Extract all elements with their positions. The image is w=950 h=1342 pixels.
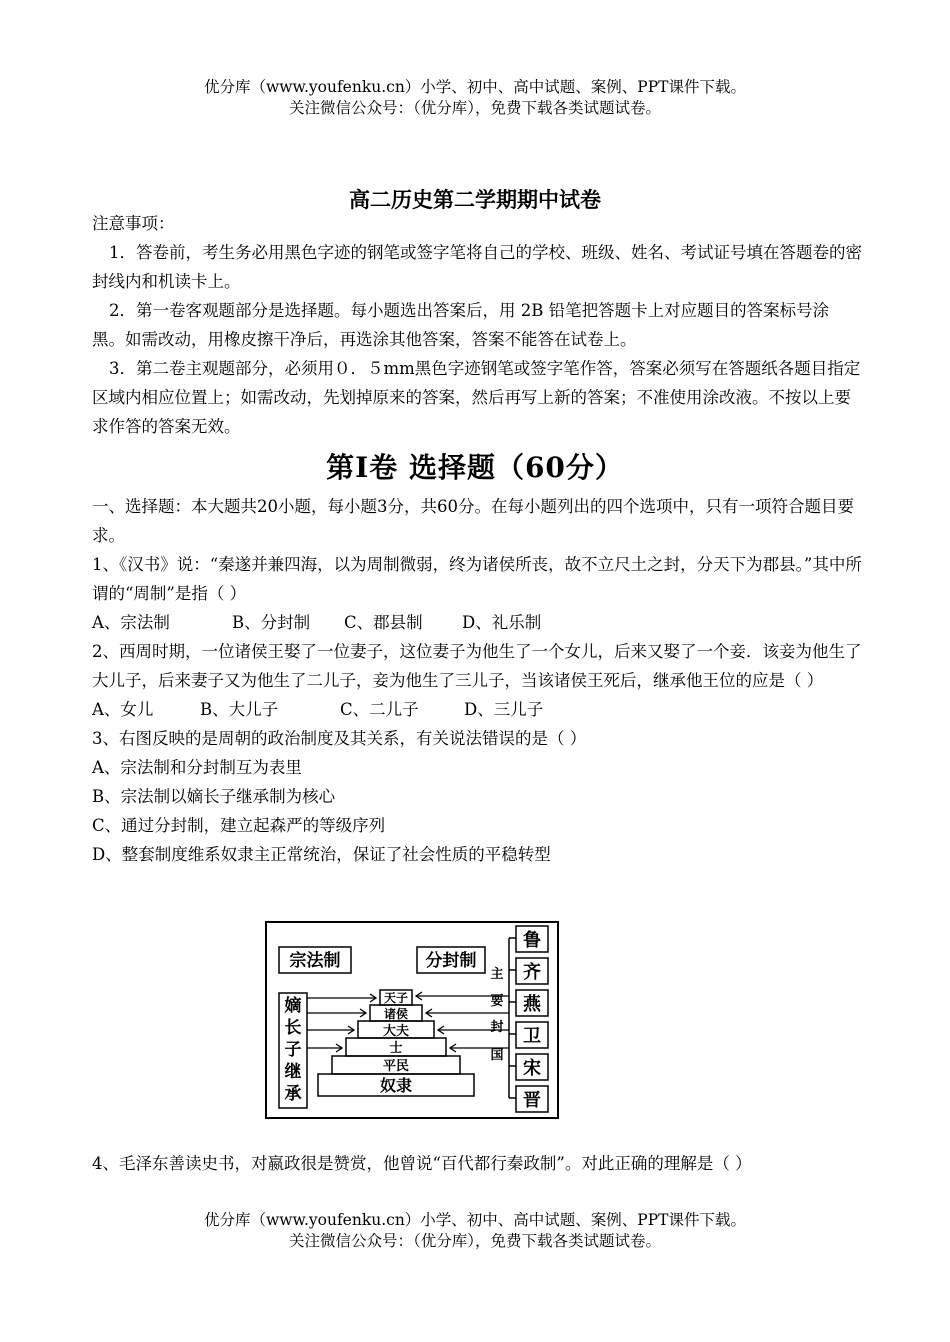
zhou-system-diagram xyxy=(262,918,562,1122)
header-line-2: 关注微信公众号：（优分库），免费下载各类试题试卷。 xyxy=(288,99,661,117)
header-line-1: 优分库（www.youfenku.cn）小学、初中、高中试题、案例、PPT课件下载。 xyxy=(203,78,747,96)
q3-option-d: D、整套制度维系奴隶主正常统治，保证了社会性质的平稳转型 xyxy=(92,845,551,864)
side-char-2: 要 xyxy=(490,994,504,1009)
state-yan: 燕 xyxy=(523,994,541,1015)
state-song: 宋 xyxy=(523,1058,541,1079)
question-2-options xyxy=(92,695,862,724)
question-4-block xyxy=(92,1149,862,1178)
dizhangzi-char-5: 承 xyxy=(284,1084,302,1104)
question-1-options xyxy=(92,608,862,637)
side-char-3: 封 xyxy=(490,1020,504,1035)
side-char-4: 国 xyxy=(490,1048,504,1063)
q3-option-a: A、宗法制和分封制互为表里 xyxy=(92,758,302,777)
diagram-svg xyxy=(262,918,562,1122)
q1-option-c: C、郡县制 xyxy=(344,613,423,632)
state-lu: 鲁 xyxy=(523,930,541,951)
q1-option-a: A、宗法制 xyxy=(92,613,170,632)
question-3-stem: 3、右图反映的是周朝的政治制度及其关系，有关说法错误的是（ ） xyxy=(92,729,587,748)
notice-item-1: 1．答卷前，考生务必用黑色字迹的钢笔或签字笔将自己的学校、班级、姓名、考试证号填在答题卷的密封线内和机读卡上。 xyxy=(92,243,862,291)
q2-option-a: A、女儿 xyxy=(92,700,154,719)
label-zongfa: 宗法制 xyxy=(289,951,341,971)
footer-line-2: 关注微信公众号：（优分库），免费下载各类试题试卷。 xyxy=(288,1232,661,1250)
side-char-1: 主 xyxy=(490,967,504,982)
pyramid-label-shi: 士 xyxy=(389,1041,403,1056)
q2-option-c: C、二儿子 xyxy=(340,700,419,719)
page-footer xyxy=(0,1210,950,1252)
notice-section xyxy=(92,209,862,441)
question-4-stem: 4、毛泽东善读史书，对嬴政很是赞赏，他曾说“百代都行秦政制”。对此正确的理解是（ ） xyxy=(92,1154,752,1173)
q3-option-c: C、通过分封制，建立起森严的等级序列 xyxy=(92,816,386,835)
notice-item-2: 2．第一卷客观题部分是选择题。每小题选出答案后，用 2B 铅笔把答题卡上对应题目的答案标号涂黑。如需改动，用橡皮擦干净后，再选涂其他答案，答案不能答在试卷上。 xyxy=(92,301,830,349)
pyramid-label-pingmin: 平民 xyxy=(382,1059,410,1074)
pyramid-label-daifu: 大夫 xyxy=(382,1024,410,1039)
q2-option-b: B、大儿子 xyxy=(200,700,279,719)
dizhangzi-char-1: 嫡 xyxy=(284,996,302,1016)
pyramid-label-nuli: 奴隶 xyxy=(379,1076,413,1095)
q3-option-b: B、宗法制以嫡长子继承制为核心 xyxy=(92,787,336,806)
dizhangzi-char-4: 继 xyxy=(284,1062,302,1082)
state-jin: 晋 xyxy=(523,1090,541,1111)
section-title: 第Ⅰ卷 选择题（60分） xyxy=(326,451,624,484)
state-wei: 卫 xyxy=(523,1026,541,1047)
notice-heading: 注意事项： xyxy=(92,214,175,233)
footer-line-1: 优分库（www.youfenku.cn）小学、初中、高中试题、案例、PPT课件下载。 xyxy=(203,1211,747,1229)
pyramid-label-tianzi: 天子 xyxy=(383,991,409,1005)
question-2-stem: 2、西周时期，一位诸侯王娶了一位妻子，这位妻子为他生了一个女儿，后来又娶了一个妾．该妾为他生了大儿子，后来妻子又为他生了二儿子，妾为他生了三儿子，当该诸侯王死后，继承他王位的应是（ ） xyxy=(92,642,862,690)
label-fenfeng: 分封制 xyxy=(425,951,477,971)
page-header xyxy=(0,77,950,119)
dizhangzi-char-3: 子 xyxy=(284,1040,302,1060)
question-1-stem: 1、《汉书》说：“秦遂并兼四海，以为周制微弱，终为诸侯所丧，故不立尺土之封，分天下为郡县。”其中所谓的“周制”是指（ ） xyxy=(92,555,862,603)
section-intro: 一、选择题：本大题共20小题，每小题3分，共60分。在每小题列出的四个选项中，只有一项符合题目要求。 xyxy=(92,497,854,545)
q1-option-d: D、礼乐制 xyxy=(462,613,542,632)
notice-item-3: 3．第二卷主观题部分，必须用０．５mm黑色字迹钢笔或签字笔作答，答案必须写在答题纸各题目指定区域内相应位置上；如需改动，先划掉原来的答案，然后再写上新的答案；不准使用涂改液。不按以上要求作答的答案无效。 xyxy=(92,359,861,436)
pyramid-label-zhuhou: 诸侯 xyxy=(383,1007,409,1021)
state-qi: 齐 xyxy=(523,962,541,983)
q2-option-d: D、三儿子 xyxy=(464,700,544,719)
dizhangzi-char-2: 长 xyxy=(284,1018,302,1038)
q1-option-b: B、分封制 xyxy=(232,613,311,632)
exam-title: 高二历史第二学期期中试卷 xyxy=(349,188,601,212)
questions-block xyxy=(92,492,862,869)
dizhangzi-column xyxy=(284,995,302,1104)
